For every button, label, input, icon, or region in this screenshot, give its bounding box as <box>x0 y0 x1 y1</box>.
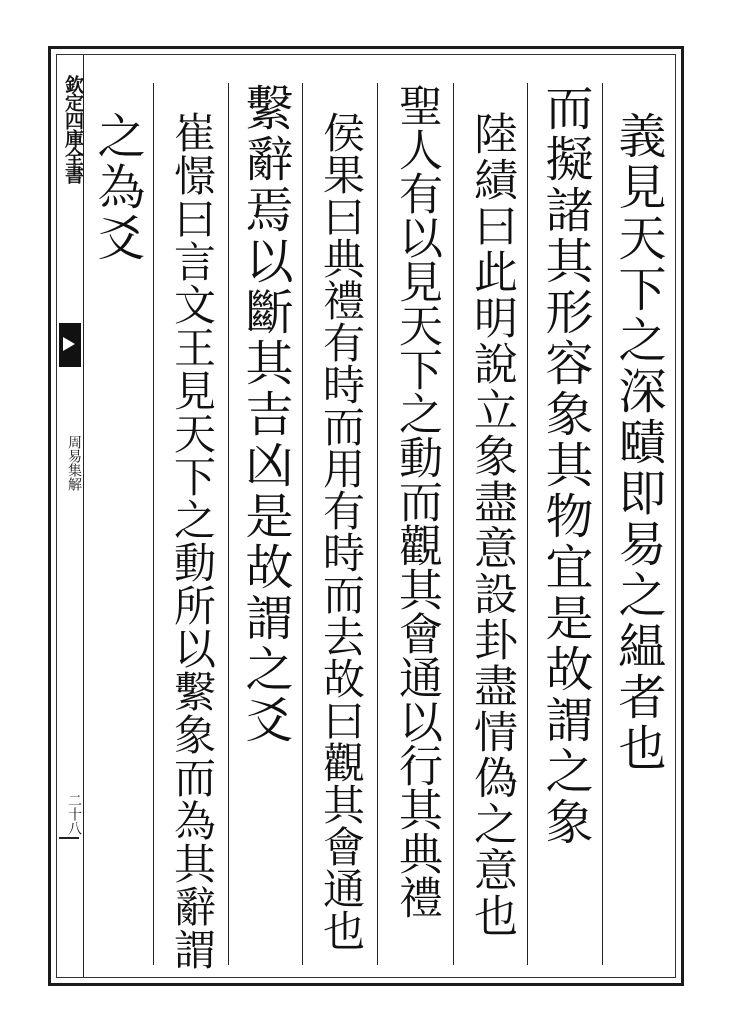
text-column-5: 侯果曰典禮有時而用有時而去故曰觀其會通也 <box>317 111 366 951</box>
gutter-divider <box>83 55 84 977</box>
text-column-3: 陸績曰此明說立象盡意設卦盡情偽之意也 <box>466 111 517 939</box>
text-column-6: 繫辭焉以斷其吉凶是故謂之爻 <box>237 83 293 746</box>
text-column-8: 之為爻 <box>89 111 145 264</box>
text-column-4: 聖人有以見天下之動而觀其會通以行其典禮 <box>391 83 442 919</box>
text-column-7: 崔憬曰言文王見天下之動所以繫象而為其辭謂 <box>168 111 217 971</box>
gutter-book-title: 周易集解 <box>66 435 82 491</box>
column-rule <box>302 83 303 965</box>
column-rule <box>527 83 528 965</box>
text-column-1: 義見天下之深賾即易之緼者也 <box>610 111 666 774</box>
column-rule <box>453 83 454 965</box>
page-number-rule <box>59 837 79 839</box>
text-column-2: 而擬諸其形容象其物宜是故謂之象 <box>537 83 593 848</box>
gutter-collection-title: 欽定四庫全書 <box>62 75 84 183</box>
page-frame <box>48 46 684 986</box>
column-rule <box>228 83 229 965</box>
page-number: 二十八 <box>66 793 82 835</box>
column-rule <box>602 83 603 965</box>
fish-tail-mark-icon <box>59 323 81 367</box>
column-rule <box>153 83 154 965</box>
inner-border <box>56 54 676 978</box>
column-rule <box>377 83 378 965</box>
